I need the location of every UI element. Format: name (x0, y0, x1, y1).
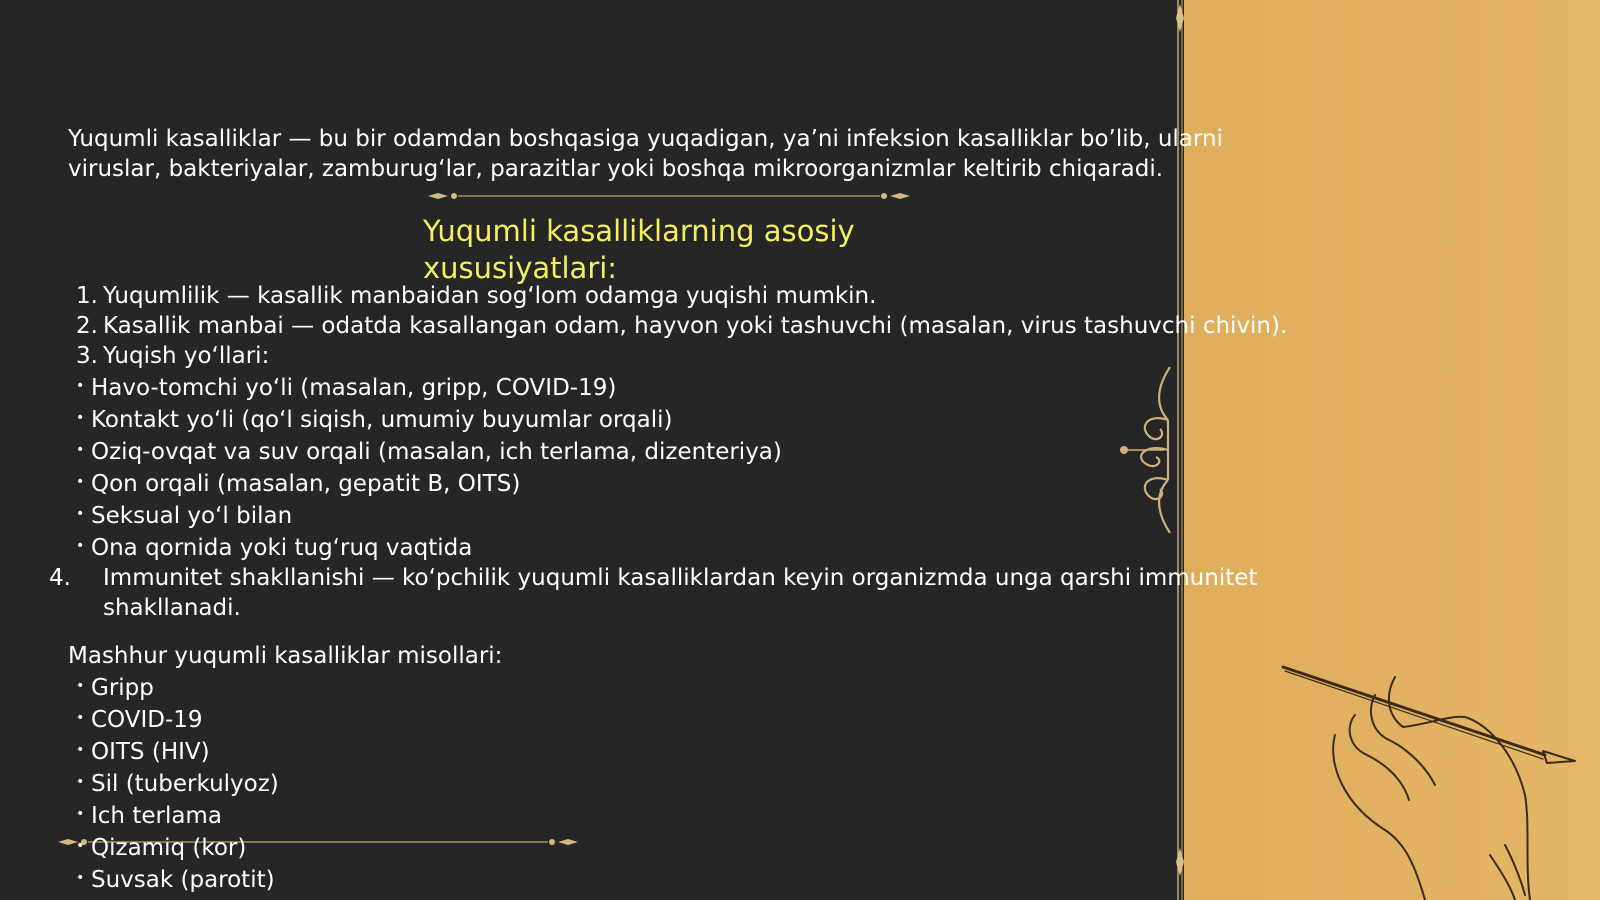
example-text: OITS (HIV) (91, 739, 210, 765)
examples-list (68, 641, 768, 895)
example-text: COVID-19 (91, 707, 203, 733)
example-item (68, 831, 768, 863)
example-item (68, 735, 768, 767)
bullet-icon: • (76, 678, 85, 694)
examples-heading: Mashhur yuqumli kasalliklar misollari: (68, 643, 503, 669)
bullet-icon: • (76, 538, 85, 554)
example-item (68, 703, 768, 735)
route-text: Qon orqali (masalan, gepatit B, OITS) (91, 471, 521, 497)
bullet-icon: • (76, 774, 85, 790)
route-text: Ona qornida yoki tug‘ruq vaqtida (91, 535, 473, 561)
item-text: Yuqish yo‘llari: (103, 343, 270, 369)
route-item (68, 499, 1318, 531)
route-item (68, 435, 1318, 467)
example-text: Sil (tuberkulyoz) (91, 771, 279, 797)
example-text: Qizamiq (kor) (91, 835, 247, 861)
feature-item (68, 341, 1318, 371)
item-text: Immunitet shakllanishi — ko‘pchilik yuqumli kasalliklardan keyin organizmda unga qarshi immunitet shakllanadi. (103, 565, 1258, 621)
item-number: 1. (76, 283, 98, 309)
item-number: 3. (76, 343, 98, 369)
bullet-icon: • (76, 442, 85, 458)
example-text: Suvsak (parotit) (91, 867, 275, 893)
example-text: Gripp (91, 675, 154, 701)
route-text: Kontakt yo‘li (qo‘l siqish, umumiy buyumlar orqali) (91, 407, 673, 433)
example-item (68, 767, 768, 799)
subtitle-line: Yuqumli kasalliklarning asosiy (423, 214, 855, 248)
bullet-icon: • (76, 806, 85, 822)
example-text: Ich terlama (91, 803, 222, 829)
subtitle-line: xususiyatlari: (423, 251, 618, 285)
bullet-icon: • (76, 410, 85, 426)
route-text: Oziq-ovqat va suv orqali (masalan, ich terlama, dizenteriya) (91, 439, 782, 465)
feature-item (68, 281, 1318, 311)
item-number: 2. (76, 313, 98, 339)
intro-paragraph: Yuqumli kasalliklar — bu bir odamdan boshqasiga yuqadigan, ya’ni infeksion kasalliklar bo’lib, ularni viruslar, bakteriyalar, zamburug‘lar, parazitlar yoki boshqa mikroorganizmlar keltirib chiqaradi. (68, 126, 1223, 182)
bullet-icon: • (76, 474, 85, 490)
hand-holding-pen-icon (1275, 655, 1585, 900)
feature-item (68, 311, 1318, 341)
example-item (68, 799, 768, 831)
section-subtitle (423, 213, 903, 287)
example-item (68, 863, 768, 895)
route-text: Havo-tomchi yo‘li (masalan, gripp, COVID-19) (91, 375, 617, 401)
item-text: Kasallik manbai — odatda kasallangan odam, hayvon yoki tashuvchi (masalan, virus tashuvchi chivin). (103, 313, 1288, 339)
bullet-icon: • (76, 838, 85, 854)
bullet-icon: • (76, 870, 85, 886)
route-item (68, 531, 1318, 563)
route-text: Seksual yo‘l bilan (91, 503, 293, 529)
bullet-icon: • (76, 742, 85, 758)
features-list (49, 281, 1318, 623)
route-item (68, 403, 1318, 435)
route-item (68, 467, 1318, 499)
route-item (68, 371, 1318, 403)
item-text: Yuqumlilik — kasallik manbaidan sog‘lom odamga yuqishi mumkin. (103, 283, 877, 309)
divider-ornament-icon (428, 190, 910, 202)
item-number: 4. (49, 565, 71, 591)
bullet-icon: • (76, 506, 85, 522)
feature-item (49, 563, 1318, 623)
example-item (68, 671, 768, 703)
bullet-icon: • (76, 378, 85, 394)
bullet-icon: • (76, 710, 85, 726)
